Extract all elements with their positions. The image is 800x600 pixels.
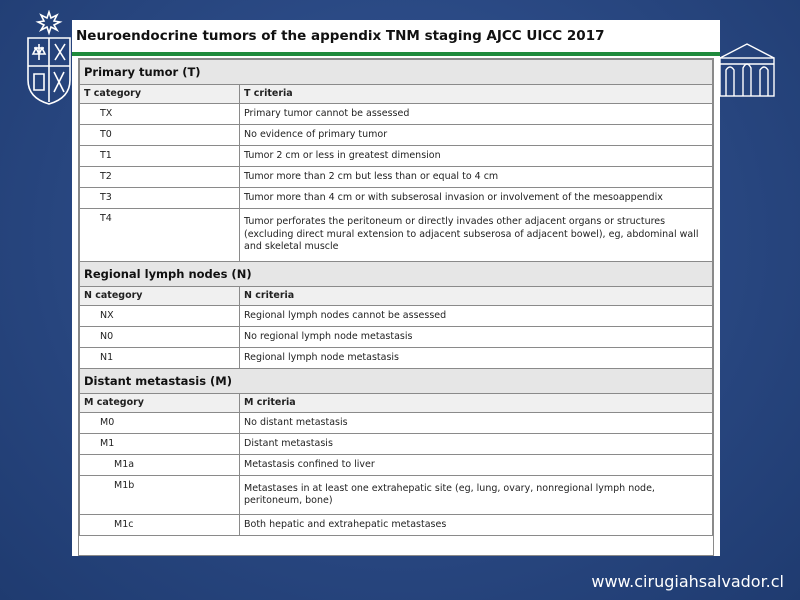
section-title: Regional lymph nodes (N): [80, 262, 713, 287]
criteria-cell: Metastases in at least one extrahepatic site (eg, lung, ovary, nonregional lymph node, peritoneum, bone): [240, 476, 713, 515]
column-header-row: [80, 394, 713, 413]
category-cell: M1c: [80, 515, 240, 536]
category-cell: N0: [80, 327, 240, 348]
table-row: [80, 455, 713, 476]
section-header-row: [80, 262, 713, 287]
table-row: [80, 434, 713, 455]
section-header-row: [80, 369, 713, 394]
criteria-cell: Regional lymph nodes cannot be assessed: [240, 306, 713, 327]
category-cell: T2: [80, 167, 240, 188]
criteria-column-header: N criteria: [240, 287, 713, 306]
category-cell: T1: [80, 146, 240, 167]
column-header-row: [80, 287, 713, 306]
category-cell: TX: [80, 104, 240, 125]
column-header-row: [80, 85, 713, 104]
table-row: [80, 146, 713, 167]
criteria-cell: Tumor perforates the peritoneum or directly invades other adjacent organs or structures (excluding direct mural extension to adjacent subserosa of adjacent bowel), eg, abdominal wall and skeletal muscle: [240, 209, 713, 262]
criteria-cell: Tumor more than 4 cm or with subserosal invasion or involvement of the mesoappendix: [240, 188, 713, 209]
section-header-row: [80, 60, 713, 85]
criteria-column-header: T criteria: [240, 85, 713, 104]
table-row: [80, 327, 713, 348]
criteria-cell: No evidence of primary tumor: [240, 125, 713, 146]
category-cell: M1b: [80, 476, 240, 515]
criteria-cell: Metastasis confined to liver: [240, 455, 713, 476]
section-title: Distant metastasis (M): [80, 369, 713, 394]
table-row: [80, 167, 713, 188]
category-cell: NX: [80, 306, 240, 327]
criteria-cell: Primary tumor cannot be assessed: [240, 104, 713, 125]
criteria-cell: Distant metastasis: [240, 434, 713, 455]
table-row: [80, 209, 713, 262]
category-column-header: N category: [80, 287, 240, 306]
criteria-cell: Both hepatic and extrahepatic metastases: [240, 515, 713, 536]
criteria-cell: No regional lymph node metastasis: [240, 327, 713, 348]
footer-url: www.cirugiahsalvador.cl: [591, 572, 784, 591]
category-column-header: M category: [80, 394, 240, 413]
criteria-cell: Regional lymph node metastasis: [240, 348, 713, 369]
table-row: [80, 348, 713, 369]
category-cell: T0: [80, 125, 240, 146]
category-cell: M1a: [80, 455, 240, 476]
slide-content: [72, 20, 720, 556]
section-title: Primary tumor (T): [80, 60, 713, 85]
table-row: [80, 125, 713, 146]
table-row: [80, 476, 713, 515]
category-cell: T3: [80, 188, 240, 209]
table-row: [80, 188, 713, 209]
table-row: [80, 306, 713, 327]
category-column-header: T category: [80, 85, 240, 104]
criteria-cell: Tumor more than 2 cm but less than or equal to 4 cm: [240, 167, 713, 188]
category-cell: M1: [80, 434, 240, 455]
criteria-cell: Tumor 2 cm or less in greatest dimension: [240, 146, 713, 167]
category-cell: T4: [80, 209, 240, 262]
tnm-staging-table: [78, 58, 714, 556]
slide-title: Neuroendocrine tumors of the appendix TNM staging AJCC UICC 2017: [76, 28, 605, 44]
table-row: [80, 413, 713, 434]
table-row: [80, 515, 713, 536]
criteria-cell: No distant metastasis: [240, 413, 713, 434]
table-row: [80, 104, 713, 125]
hospital-building-icon: [716, 40, 778, 100]
category-cell: M0: [80, 413, 240, 434]
category-cell: N1: [80, 348, 240, 369]
title-divider: [72, 52, 720, 56]
criteria-column-header: M criteria: [240, 394, 713, 413]
university-crest-icon: [24, 10, 74, 106]
